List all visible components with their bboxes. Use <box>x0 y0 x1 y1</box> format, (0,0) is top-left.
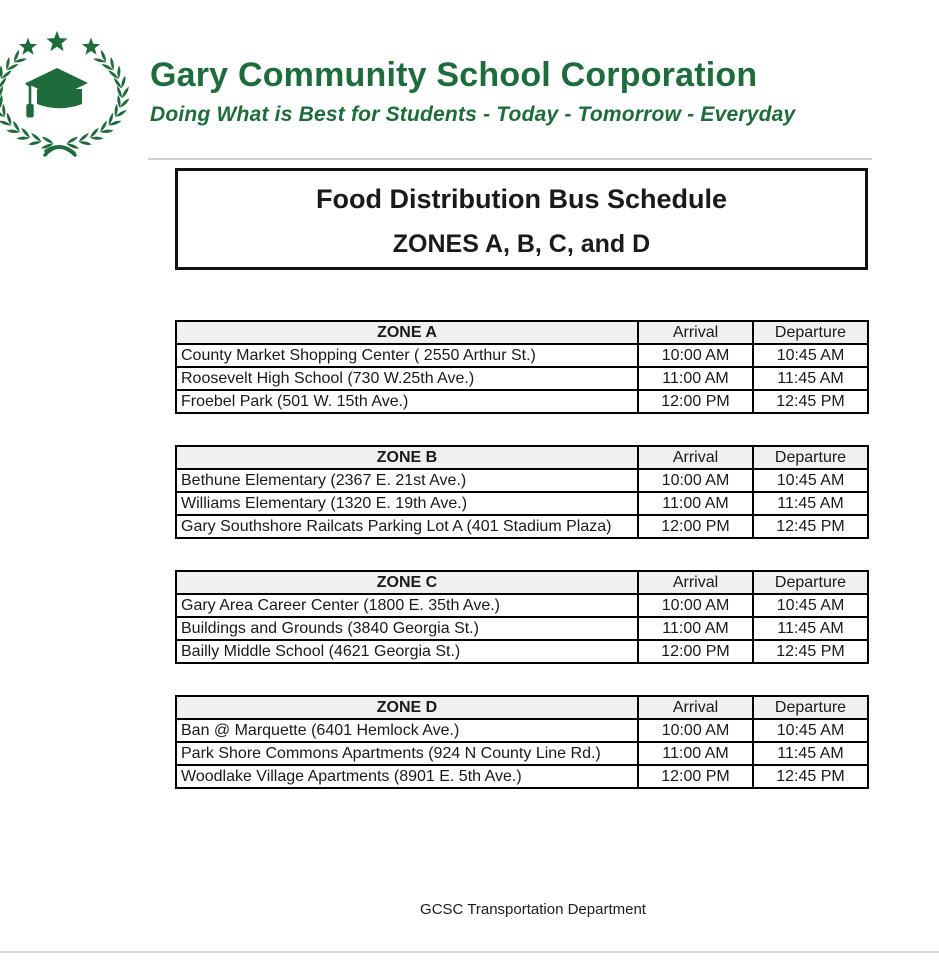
arrival-time: 11:00 AM <box>638 492 753 515</box>
departure-header: Departure <box>753 446 868 469</box>
departure-time: 12:45 PM <box>753 765 868 788</box>
arrival-time: 12:00 PM <box>638 390 753 413</box>
departure-time: 12:45 PM <box>753 515 868 538</box>
zone-a-title: ZONE A <box>176 321 638 344</box>
arrival-time: 10:00 AM <box>638 719 753 742</box>
table-row <box>176 344 868 367</box>
zone-a-table <box>175 320 869 414</box>
document-header <box>150 56 795 127</box>
table-row <box>176 492 868 515</box>
table-header-row <box>176 321 868 344</box>
stop-location: Gary Area Career Center (1800 E. 35th Ave.) <box>176 594 638 617</box>
departure-time: 12:45 PM <box>753 640 868 663</box>
page-subtitle: ZONES A, B, C, and D <box>392 230 651 258</box>
departure-header: Departure <box>753 696 868 719</box>
stop-location: Buildings and Grounds (3840 Georgia St.) <box>176 617 638 640</box>
table-row <box>176 367 868 390</box>
arrival-header: Arrival <box>638 321 753 344</box>
departure-time: 10:45 AM <box>753 719 868 742</box>
zone-b-table <box>175 445 869 539</box>
arrival-time: 12:00 PM <box>638 515 753 538</box>
stop-location: Park Shore Commons Apartments (924 N County Line Rd.) <box>176 742 638 765</box>
table-header-row <box>176 696 868 719</box>
departure-time: 11:45 AM <box>753 742 868 765</box>
arrival-time: 10:00 AM <box>638 344 753 367</box>
table-row <box>176 719 868 742</box>
arrival-time: 11:00 AM <box>638 367 753 390</box>
stop-location: Woodlake Village Apartments (8901 E. 5th Ave.) <box>176 765 638 788</box>
table-header-row <box>176 571 868 594</box>
arrival-time: 11:00 AM <box>638 742 753 765</box>
zone-d-table <box>175 695 869 789</box>
arrival-time: 12:00 PM <box>638 640 753 663</box>
departure-time: 10:45 AM <box>753 594 868 617</box>
arrival-header: Arrival <box>638 696 753 719</box>
zone-d-title: ZONE D <box>176 696 638 719</box>
stop-location: County Market Shopping Center ( 2550 Arthur St.) <box>176 344 638 367</box>
zone-c-table <box>175 570 869 664</box>
arrival-header: Arrival <box>638 446 753 469</box>
departure-time: 10:45 AM <box>753 469 868 492</box>
table-row <box>176 640 868 663</box>
table-row <box>176 594 868 617</box>
page-title: Food Distribution Bus Schedule <box>316 184 727 214</box>
zone-c-title: ZONE C <box>176 571 638 594</box>
table-row <box>176 390 868 413</box>
table-row <box>176 469 868 492</box>
divider-line <box>148 158 872 160</box>
stop-location: Bailly Middle School (4621 Georgia St.) <box>176 640 638 663</box>
departure-header: Departure <box>753 571 868 594</box>
gcsc-logo <box>0 0 150 165</box>
graduation-cap-wreath-icon <box>0 4 138 162</box>
departure-time: 11:45 AM <box>753 367 868 390</box>
departure-time: 11:45 AM <box>753 492 868 515</box>
table-row <box>176 765 868 788</box>
footer-text: GCSC Transportation Department <box>420 901 646 918</box>
org-tagline: Doing What is Best for Students - Today - Tomorrow - Everyday <box>150 103 796 126</box>
stop-location: Bethune Elementary (2367 E. 21st Ave.) <box>176 469 638 492</box>
zone-b-title: ZONE B <box>176 446 638 469</box>
table-row <box>176 617 868 640</box>
table-row <box>176 515 868 538</box>
stop-location: Williams Elementary (1320 E. 19th Ave.) <box>176 492 638 515</box>
org-name: Gary Community School Corporation <box>150 56 758 94</box>
departure-header: Departure <box>753 321 868 344</box>
table-row <box>176 742 868 765</box>
arrival-time: 10:00 AM <box>638 594 753 617</box>
bottom-border-line <box>0 951 939 953</box>
arrival-time: 12:00 PM <box>638 765 753 788</box>
arrival-time: 10:00 AM <box>638 469 753 492</box>
departure-time: 10:45 AM <box>753 344 868 367</box>
table-header-row <box>176 446 868 469</box>
stop-location: Ban @ Marquette (6401 Hemlock Ave.) <box>176 719 638 742</box>
departure-time: 11:45 AM <box>753 617 868 640</box>
stop-location: Gary Southshore Railcats Parking Lot A (401 Stadium Plaza) <box>176 515 638 538</box>
stop-location: Froebel Park (501 W. 15th Ave.) <box>176 390 638 413</box>
arrival-time: 11:00 AM <box>638 617 753 640</box>
departure-time: 12:45 PM <box>753 390 868 413</box>
arrival-header: Arrival <box>638 571 753 594</box>
stop-location: Roosevelt High School (730 W.25th Ave.) <box>176 367 638 390</box>
title-box <box>175 168 868 270</box>
